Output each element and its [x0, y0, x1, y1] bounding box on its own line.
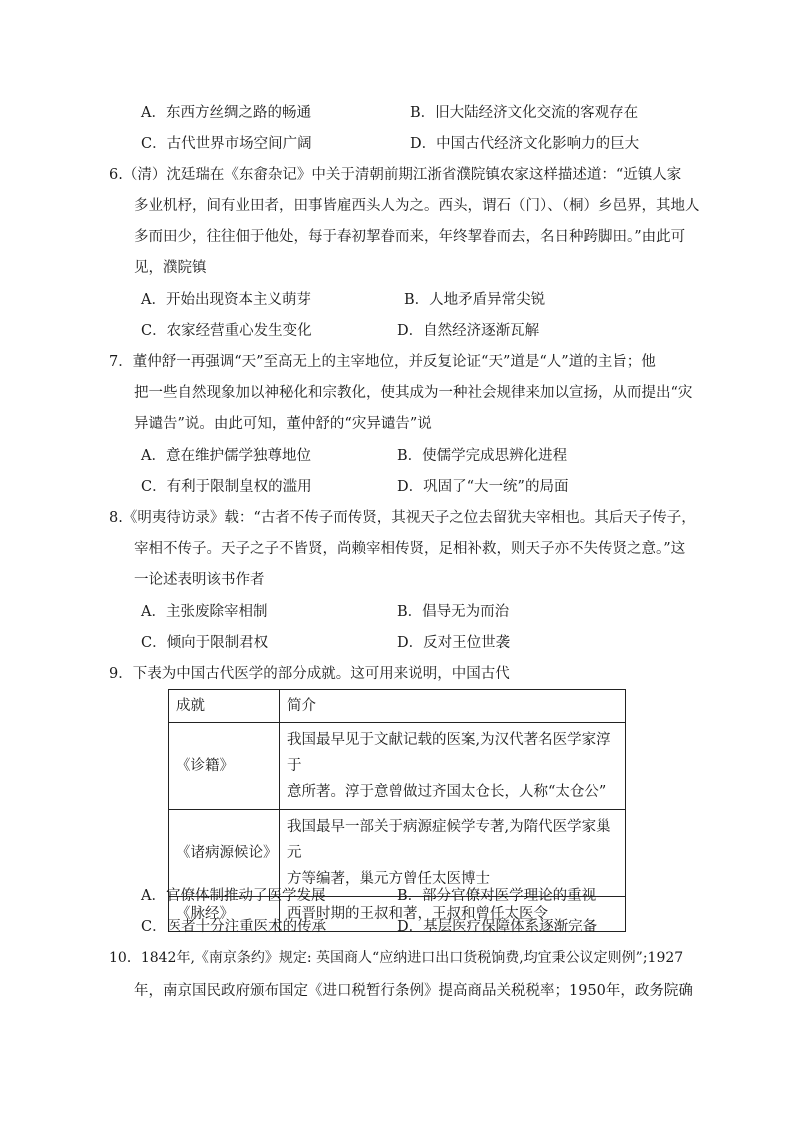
table-cell-desc-line: 方等编著，巢元方曾任太医博士 — [287, 871, 490, 887]
q5-option-a: A．东西方丝绸之路的畅通 — [141, 105, 311, 121]
q7-stem-line-2: 把一些自然现象加以神秘化和宗教化，使其成为一种社会规律来加以宣扬，从而提出“灾 — [134, 385, 693, 401]
q9-option-d: D．基层医疗保障体系逐渐完备 — [397, 919, 598, 935]
table-header-intro: 简介 — [280, 690, 626, 723]
q9-option-a: A．官僚体制推动了医学发展 — [141, 888, 326, 904]
q8-stem-line-2: 宰相不传子。天子之子不皆贤，尚赖宰相传贤，足相补救，则天子亦不失传贤之意。”这 — [134, 541, 686, 557]
q9-stem: 9．下表为中国古代医学的部分成就。这可用来说明，中国古代 — [109, 666, 510, 682]
q7-option-d: D．巩固了“大一统”的局面 — [397, 479, 569, 495]
q10-stem-line-1: 10．1842年,《南京条约》规定: 英国商人“应纳进口出口货税饷费,均宜秉公议定则例”;1927 — [109, 950, 684, 966]
q6-stem-line-3: 多而田少，往往佃于他处，每于春初挈眷而来，年终挈眷而去，名日种跨脚田。”由此可 — [134, 229, 686, 245]
table-row — [169, 810, 626, 897]
table-cell-desc — [280, 810, 626, 897]
q7-option-c: C．有利于限制皇权的滥用 — [141, 479, 312, 495]
table-header-achievement: 成就 — [169, 690, 280, 723]
table-header-row — [169, 690, 626, 723]
q6-option-b: B．人地矛盾异常尖锐 — [404, 292, 546, 308]
q6-option-c: C．农家经营重心发生变化 — [141, 323, 312, 339]
q6-stem-line-4: 见，濮院镇 — [134, 260, 207, 276]
q8-option-a: A．主张废除宰相制 — [141, 604, 268, 620]
q5-option-d: D．中国古代经济文化影响力的巨大 — [410, 136, 640, 152]
q10-stem-line-2: 年，南京国民政府颁布国定《进口税暂行条例》提高商品关税税率；1950年，政务院确 — [134, 983, 693, 999]
q8-option-d: D．反对王位世袭 — [397, 635, 511, 651]
table-cell-desc-line: 我国最早一部关于病源症候学专著,为隋代医学家巢元 — [287, 819, 611, 861]
q7-stem-line-3: 异谴告”说。由此可知，董仲舒的“灾异谴告”说 — [134, 416, 432, 432]
table-cell-desc-line: 意所著。淳于意曾做过齐国太仓长，人称“太仓公” — [287, 784, 607, 800]
q6-option-a: A．开始出现资本主义萌芽 — [141, 292, 311, 308]
q6-stem-line-2: 多业机杼，间有业田者，田事皆雇西头人为之。西头，谓石（门）、（桐）乡邑界，其地人 — [134, 198, 700, 214]
table-cell-desc-line: 西晋时期的王叔和著，王叔和曾任太医令 — [287, 906, 548, 922]
q9-option-b: B．部分官僚对医学理论的重视 — [397, 888, 597, 904]
table-cell-desc-line: 我国最早见于文献记载的医案,为汉代著名医学家淳于 — [287, 732, 611, 774]
q7-option-b: B．使儒学完成思辨化进程 — [397, 448, 568, 464]
q5-option-b: B．旧大陆经济文化交流的客观存在 — [410, 105, 639, 121]
table-cell-name: 《诸病源候论》 — [169, 810, 280, 897]
q6-option-d: D．自然经济逐渐瓦解 — [397, 323, 540, 339]
table-cell-name: 《脉经》 — [169, 897, 280, 932]
q7-stem-line-1: 7．董仲舒一再强调“天”至高无上的主宰地位，并反复论证“天”道是“人”道的主旨；他 — [109, 354, 656, 370]
table-cell-desc — [280, 723, 626, 810]
q8-stem-line-1: 8.《明夷待访录》载：“古者不传子而传贤，其视天子之位去留犹夫宰相也。其后天子传子， — [109, 510, 696, 526]
q9-option-c: C．医者十分注重医术的传承 — [141, 919, 327, 935]
q7-option-a: A．意在维护儒学独尊地位 — [141, 448, 311, 464]
q8-stem-line-3: 一论述表明该书作者 — [134, 572, 265, 588]
table-row — [169, 723, 626, 810]
table-cell-name: 《诊籍》 — [169, 723, 280, 810]
q8-option-b: B．倡导无为而治 — [397, 604, 510, 620]
q8-option-c: C．倾向于限制君权 — [141, 635, 269, 651]
q6-stem-line-1: 6.（清）沈廷瑞在《东畲杂记》中关于清朝前期江浙省濮院镇农家这样描述道：“近镇人家 — [109, 167, 682, 183]
q5-option-c: C．古代世界市场空间广阔 — [141, 136, 312, 152]
